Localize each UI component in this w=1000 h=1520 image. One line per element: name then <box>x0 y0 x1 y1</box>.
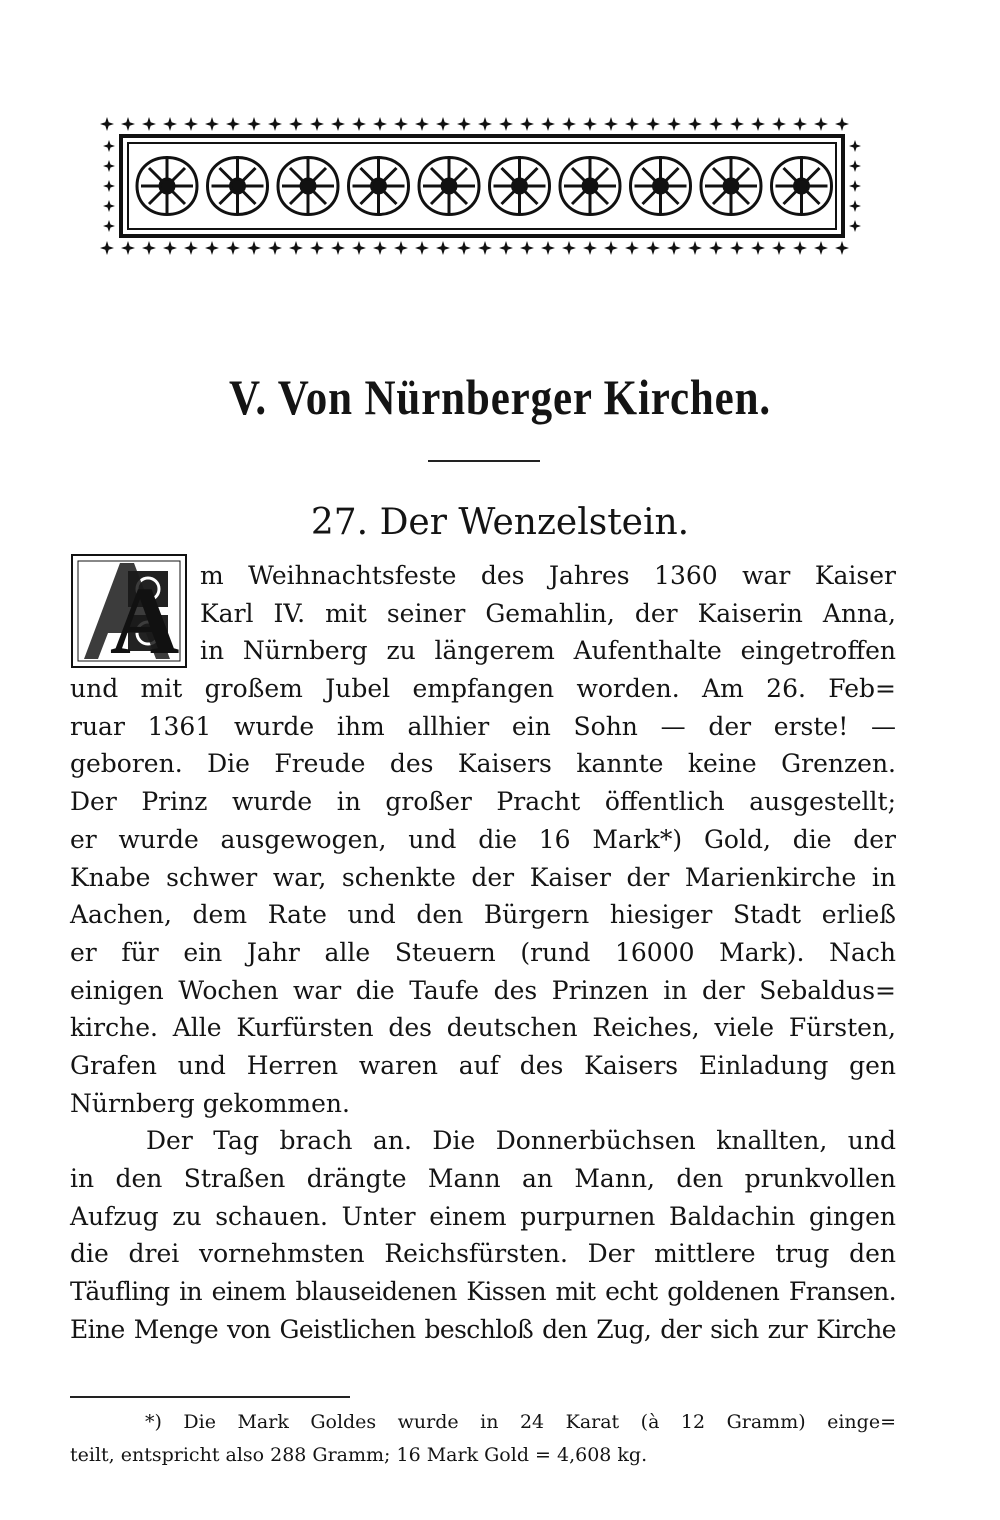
border-star-icon <box>835 117 849 131</box>
border-star-icon <box>205 241 219 255</box>
border-star-icon <box>709 117 723 131</box>
border-star-icon <box>103 200 115 212</box>
motif-center-icon <box>301 179 315 193</box>
border-star-icon <box>100 241 114 255</box>
text-line: Täufling in einem blauseidenen Kissen mit echt goldenen Fransen. <box>70 1277 896 1307</box>
border-star-icon <box>373 117 387 131</box>
motif-center-icon <box>654 179 668 193</box>
text-line: Der Prinz wurde in großer Pracht öffentlich ausgestellt; <box>70 787 896 817</box>
text-line: geboren. Die Freude des Kaisers kannte keine Grenzen. <box>70 749 896 779</box>
body-text <box>70 557 896 1348</box>
border-star-icon <box>625 117 639 131</box>
border-star-icon <box>163 241 177 255</box>
border-star-icon <box>142 241 156 255</box>
text-line: Karl IV. mit seiner Gemahlin, der Kaiserin Anna, <box>200 598 896 628</box>
text-line: in den Straßen drängte Mann an Mann, den prunkvollen <box>70 1164 896 1193</box>
border-star-icon <box>121 241 135 255</box>
border-star-icon <box>849 180 861 192</box>
border-star-icon <box>352 117 366 131</box>
text-line: ruar 1361 wurde ihm allhier ein Sohn — der erste! — <box>70 711 896 741</box>
border-star-icon <box>310 117 324 131</box>
border-star-icon <box>478 241 492 255</box>
border-star-icon <box>583 241 597 255</box>
border-star-icon <box>772 241 786 255</box>
border-star-icon <box>499 117 513 131</box>
border-star-icon <box>415 241 429 255</box>
border-star-icon <box>667 117 681 131</box>
border-star-icon <box>688 241 702 255</box>
drop-cap-letter: A <box>110 567 180 669</box>
border-star-icon <box>730 117 744 131</box>
section-title: 27. Der Wenzelstein. <box>310 502 690 543</box>
text-line: Aachen, dem Rate und den Bürgern hiesiger Stadt erließ <box>70 900 896 930</box>
border-star-icon <box>604 241 618 255</box>
border-star-icon <box>289 117 303 131</box>
border-star-icon <box>751 117 765 131</box>
border-star-icon <box>394 117 408 131</box>
text-line: Grafen und Herren waren auf des Kaisers Einladung gen <box>70 1050 896 1080</box>
ornament-vignette <box>97 112 867 260</box>
footnote-line: teilt, entspricht also 288 Gramm; 16 Mark Gold = 4,608 kg. <box>70 1444 648 1466</box>
border-star-icon <box>103 220 115 232</box>
border-star-icon <box>184 117 198 131</box>
border-star-icon <box>849 140 861 152</box>
border-star-icon <box>849 200 861 212</box>
border-star-icon <box>436 241 450 255</box>
border-star-icon <box>835 241 849 255</box>
text-line: einigen Wochen war die Taufe des Prinzen in der Sebaldus= <box>70 975 896 1005</box>
border-star-icon <box>310 241 324 255</box>
border-star-icon <box>604 117 618 131</box>
border-star-icon <box>205 117 219 131</box>
text-line: Aufzug zu schauen. Unter einem purpurnen Baldachin gingen <box>70 1201 896 1231</box>
border-star-icon <box>352 241 366 255</box>
border-star-icon <box>688 117 702 131</box>
border-star-icon <box>646 117 660 131</box>
border-star-icon <box>100 117 114 131</box>
footnote <box>70 1406 896 1472</box>
border-star-icon <box>457 117 471 131</box>
text-line: Knabe schwer war, schenkte der Kaiser der Marienkirche in <box>70 862 896 892</box>
text-line: die drei vornehmsten Reichsfürsten. Der mittlere trug den <box>70 1239 896 1269</box>
border-star-icon <box>814 241 828 255</box>
border-star-icon <box>415 117 429 131</box>
border-star-icon <box>793 241 807 255</box>
border-star-icon <box>184 241 198 255</box>
text-line: in Nürnberg zu längerem Aufenthalte eingetroffen <box>200 636 896 666</box>
border-star-icon <box>268 241 282 255</box>
border-star-icon <box>289 241 303 255</box>
border-star-icon <box>394 241 408 255</box>
text-line: m Weihnachtsfeste des Jahres 1360 war Kaiser <box>200 561 896 590</box>
motif-center-icon <box>724 179 738 193</box>
border-star-icon <box>520 241 534 255</box>
motif-center-icon <box>442 179 456 193</box>
text-line: Der Tag brach an. Die Donnerbüchsen knallten, und <box>146 1126 896 1156</box>
border-star-icon <box>499 241 513 255</box>
border-star-icon <box>849 160 861 172</box>
paragraph-2 <box>70 1122 896 1348</box>
border-star-icon <box>142 117 156 131</box>
border-star-icon <box>541 241 555 255</box>
border-star-icon <box>331 241 345 255</box>
ornamental-header-band <box>97 112 867 260</box>
motif-center-icon <box>231 179 245 193</box>
border-star-icon <box>583 117 597 131</box>
footnote-divider <box>70 1396 350 1398</box>
border-star-icon <box>646 241 660 255</box>
border-star-icon <box>772 117 786 131</box>
border-star-icon <box>478 117 492 131</box>
text-line: Nürnberg gekommen. <box>70 1088 350 1118</box>
border-star-icon <box>625 241 639 255</box>
border-star-icon <box>667 241 681 255</box>
border-star-icon <box>103 160 115 172</box>
border-star-icon <box>814 117 828 131</box>
text-line: Eine Menge von Geistlichen beschloß den Zug, der sich zur Kirche <box>70 1314 896 1344</box>
motif-center-icon <box>160 179 174 193</box>
border-star-icon <box>373 241 387 255</box>
border-star-icon <box>226 241 240 255</box>
border-star-icon <box>562 117 576 131</box>
border-star-icon <box>103 140 115 152</box>
motif-center-icon <box>372 179 386 193</box>
text-line: und mit großem Jubel empfangen worden. Am 26. Feb= <box>70 674 896 704</box>
text-line: er für ein Jahr alle Steuern (rund 16000 Mark). Nach <box>70 937 896 967</box>
border-star-icon <box>436 117 450 131</box>
border-star-icon <box>520 117 534 131</box>
border-star-icon <box>849 220 861 232</box>
border-star-icon <box>709 241 723 255</box>
border-star-icon <box>163 117 177 131</box>
border-star-icon <box>103 180 115 192</box>
border-star-icon <box>730 241 744 255</box>
chapter-title: V. Von Nürnberger Kirchen. <box>228 369 772 425</box>
border-star-icon <box>331 117 345 131</box>
title-divider <box>428 460 540 462</box>
border-star-icon <box>226 117 240 131</box>
border-star-icon <box>247 241 261 255</box>
border-star-icon <box>121 117 135 131</box>
motif-center-icon <box>795 179 809 193</box>
footnote-line: *) Die Mark Goldes wurde in 24 Karat (à 12 Gramm) einge= <box>145 1411 896 1433</box>
paragraph-1 <box>70 557 896 1122</box>
border-star-icon <box>457 241 471 255</box>
border-star-icon <box>751 241 765 255</box>
text-line: kirche. Alle Kurfürsten des deutschen Reiches, viele Fürsten, <box>70 1013 896 1043</box>
border-star-icon <box>793 117 807 131</box>
border-star-icon <box>247 117 261 131</box>
border-star-icon <box>562 241 576 255</box>
border-star-icon <box>268 117 282 131</box>
text-line: er wurde ausgewogen, und die 16 Mark*) Gold, die der <box>70 824 896 854</box>
motif-center-icon <box>513 179 527 193</box>
border-star-icon <box>541 117 555 131</box>
motif-center-icon <box>583 179 597 193</box>
